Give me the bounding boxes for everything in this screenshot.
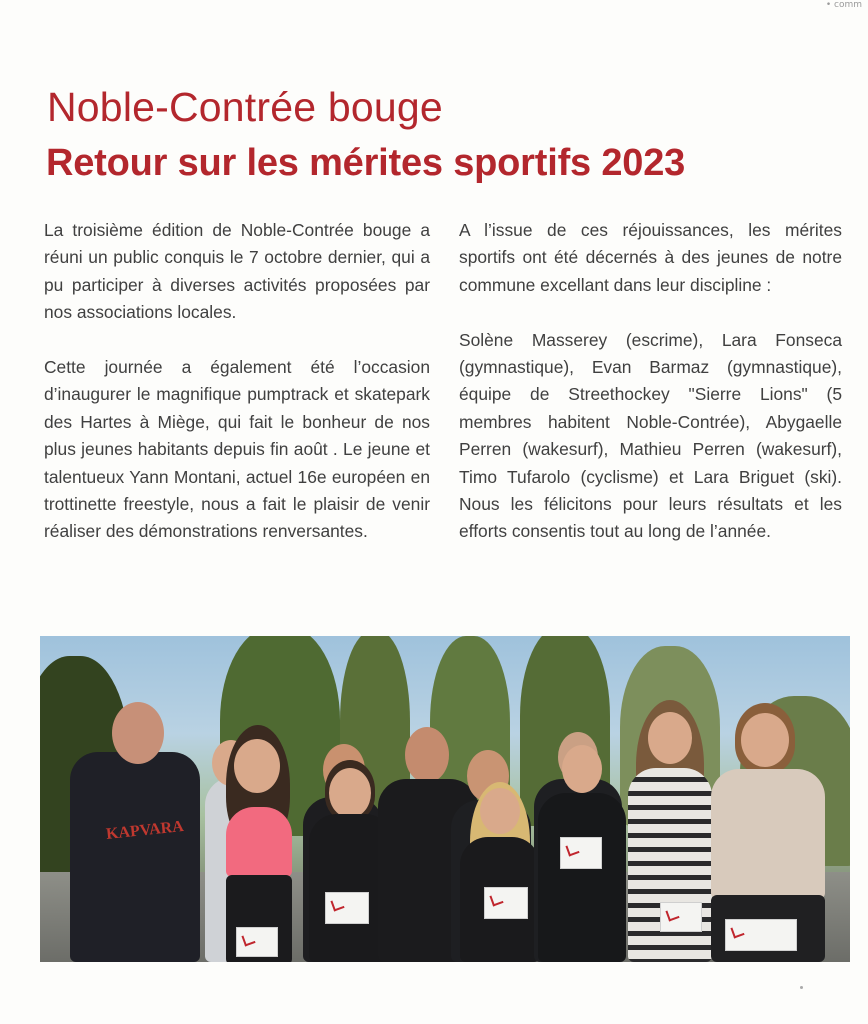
- article-column-left: [44, 217, 430, 573]
- award-envelope: [325, 892, 369, 924]
- shirt-print: KAPVARA: [105, 817, 185, 844]
- paragraph-awardees: Solène Masserey (escrime), Lara Fonseca (gymnastique), Evan Barmaz (gymnastique), équipe de Streethockey "Sierre Lions" (5 membres habitent Noble-Contrée), Abygaelle Perren (wakesurf), Mathieu Perren (wakesurf), Timo Tufarolo (cyclisme) et Lara Briguet (ski). Nous les félicitons pour leurs résultats et les efforts consentis tout au long de l’année.: [459, 329, 842, 542]
- photo-person: [60, 672, 210, 962]
- photo-person: [705, 707, 830, 962]
- award-envelope: [560, 837, 602, 869]
- award-envelope: [484, 887, 528, 919]
- paragraph-pumptrack: Cette journée a également été l’occasion d’inaugurer le magnifique pumptrack et skatepark des Hartes à Miège, qui fait le bonheur de nos plus jeunes habitants depuis fin août . Le jeune et talentueux Yann Montani, actuel 16e européen en trottinette freestyle, nous a fait le plaisir de venir réaliser des démonstrations renversantes.: [44, 357, 430, 542]
- article-kicker: Noble-Contrée bouge: [47, 84, 443, 130]
- photo-person: [212, 727, 307, 962]
- article-title: Retour sur les mérites sportifs 2023: [46, 142, 686, 184]
- photo-person: [532, 737, 632, 962]
- page-mark: [800, 986, 803, 989]
- award-envelope: [236, 927, 278, 957]
- group-photo: [40, 636, 850, 962]
- article-column-right: [459, 217, 842, 573]
- award-envelope: [725, 919, 797, 951]
- paragraph-intro: La troisième édition de Noble-Contrée bouge a réuni un public conquis le 7 octobre dernier, qui a pu participer à diverses activités proposées par nos associations locales.: [44, 220, 430, 323]
- paragraph-awards-intro: A l’issue de ces réjouissances, les mérites sportifs ont été décernés à des jeunes de notre commune excellant dans leur discipline :: [459, 220, 842, 295]
- page-corner-text: • comm: [825, 0, 862, 10]
- award-envelope: [660, 902, 702, 932]
